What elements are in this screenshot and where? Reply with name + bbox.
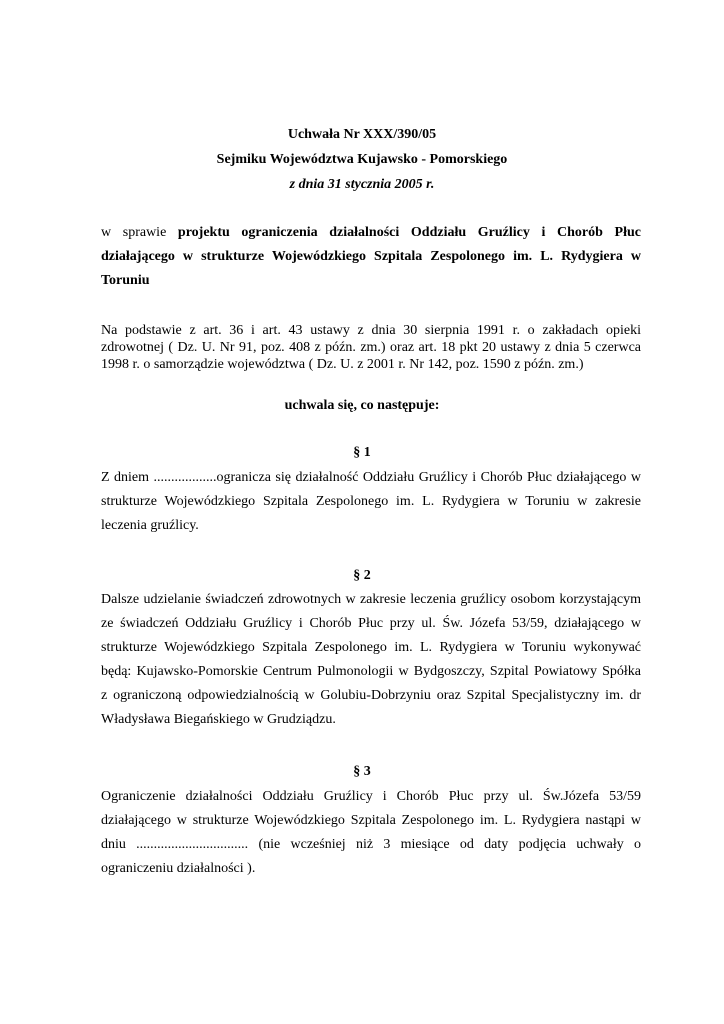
section-1-heading: § 1 <box>353 445 371 460</box>
issuing-body: Sejmiku Województwa Kujawsko - Pomorskiego <box>216 152 508 167</box>
basis-line-2: zdrowotnej ( Dz. U. Nr 91, poz. 408 z późn. zm.) oraz art. 18 pkt 20 ustawy z dnia 5 czerwca <box>101 340 641 355</box>
subject-line-1 <box>101 221 641 245</box>
section-2-line: będą: Kujawsko-Pomorskie Centrum Pulmonologii w Bydgoszczy, Szpital Powiatowy Spółka <box>101 664 641 679</box>
resolves-heading: uchwala się, co następuje: <box>284 398 440 413</box>
basis-line-1: Na podstawie z art. 36 i art. 43 ustawy z dnia 30 sierpnia 1991 r. o zakładach opieki <box>101 323 641 338</box>
section-1-line: strukturze Wojewódzkiego Szpitala Zespolonego im. L. Rydygiera w Toruniu w zakresie <box>101 494 641 509</box>
resolution-number: Uchwała Nr XXX/390/05 <box>287 127 437 142</box>
section-1-line: Z dniem ..................ogranicza się działalność Oddziału Gruźlicy i Chorób Płuc działającego w <box>101 470 641 485</box>
subject-bold-text: projektu ograniczenia działalności Oddziału Gruźlicy i Chorób Płuc <box>177 225 641 240</box>
basis-line-3: 1998 r. o samorządzie województwa ( Dz. U. z 2001 r. Nr 142, poz. 1590 z późn. zm.) <box>101 357 584 372</box>
section-3-heading: § 3 <box>353 764 371 779</box>
section-2-line: Władysława Biegańskiego w Grudziądzu. <box>101 712 336 727</box>
section-3-line: ograniczeniu działalności ). <box>101 861 256 876</box>
legal-basis-paragraph <box>101 322 641 373</box>
section-1-line: leczenia gruźlicy. <box>101 518 199 533</box>
section-2-line: z ograniczoną odpowiedzialnością w Golubiu-Dobrzyniu oraz Szpital Specjalistyczny im. dr <box>101 688 641 703</box>
section-3-line: działającego w strukturze Wojewódzkiego Szpitala Zespolonego im. L. Rydygiera nastąpi w <box>101 813 641 828</box>
section-2-line: strukturze Wojewódzkiego Szpitala Zespolonego im. L. Rydygiera w Toruniu wykonywać <box>101 640 641 655</box>
subject-prefix: w sprawie <box>101 225 178 240</box>
section-2-line: Dalsze udzielanie świadczeń zdrowotnych w zakresie leczenia gruźlicy osobom korzystającym <box>101 592 641 607</box>
section-2-text <box>101 588 641 732</box>
subject-line-2: działającego w strukturze Wojewódzkiego Szpitala Zespolonego im. L. Rydygiera w <box>101 249 641 264</box>
subject-paragraph <box>101 221 641 293</box>
section-3-text <box>101 785 641 881</box>
section-2-heading: § 2 <box>353 568 371 583</box>
resolution-date: z dnia 31 stycznia 2005 r. <box>289 177 435 192</box>
section-3-line: dniu ................................ (nie wcześniej niż 3 miesiące od daty podjęcia uchwały o <box>101 837 641 852</box>
section-3-line: Ograniczenie działalności Oddziału Gruźlicy i Chorób Płuc przy ul. Św.Józefa 53/59 <box>101 789 641 804</box>
section-1-text <box>101 466 641 538</box>
subject-line-3: Toruniu <box>101 273 150 288</box>
section-2-line: ze świadczeń Oddziału Gruźlicy i Chorób Płuc przy ul. Św. Józefa 53/59, działającego w <box>101 616 641 631</box>
